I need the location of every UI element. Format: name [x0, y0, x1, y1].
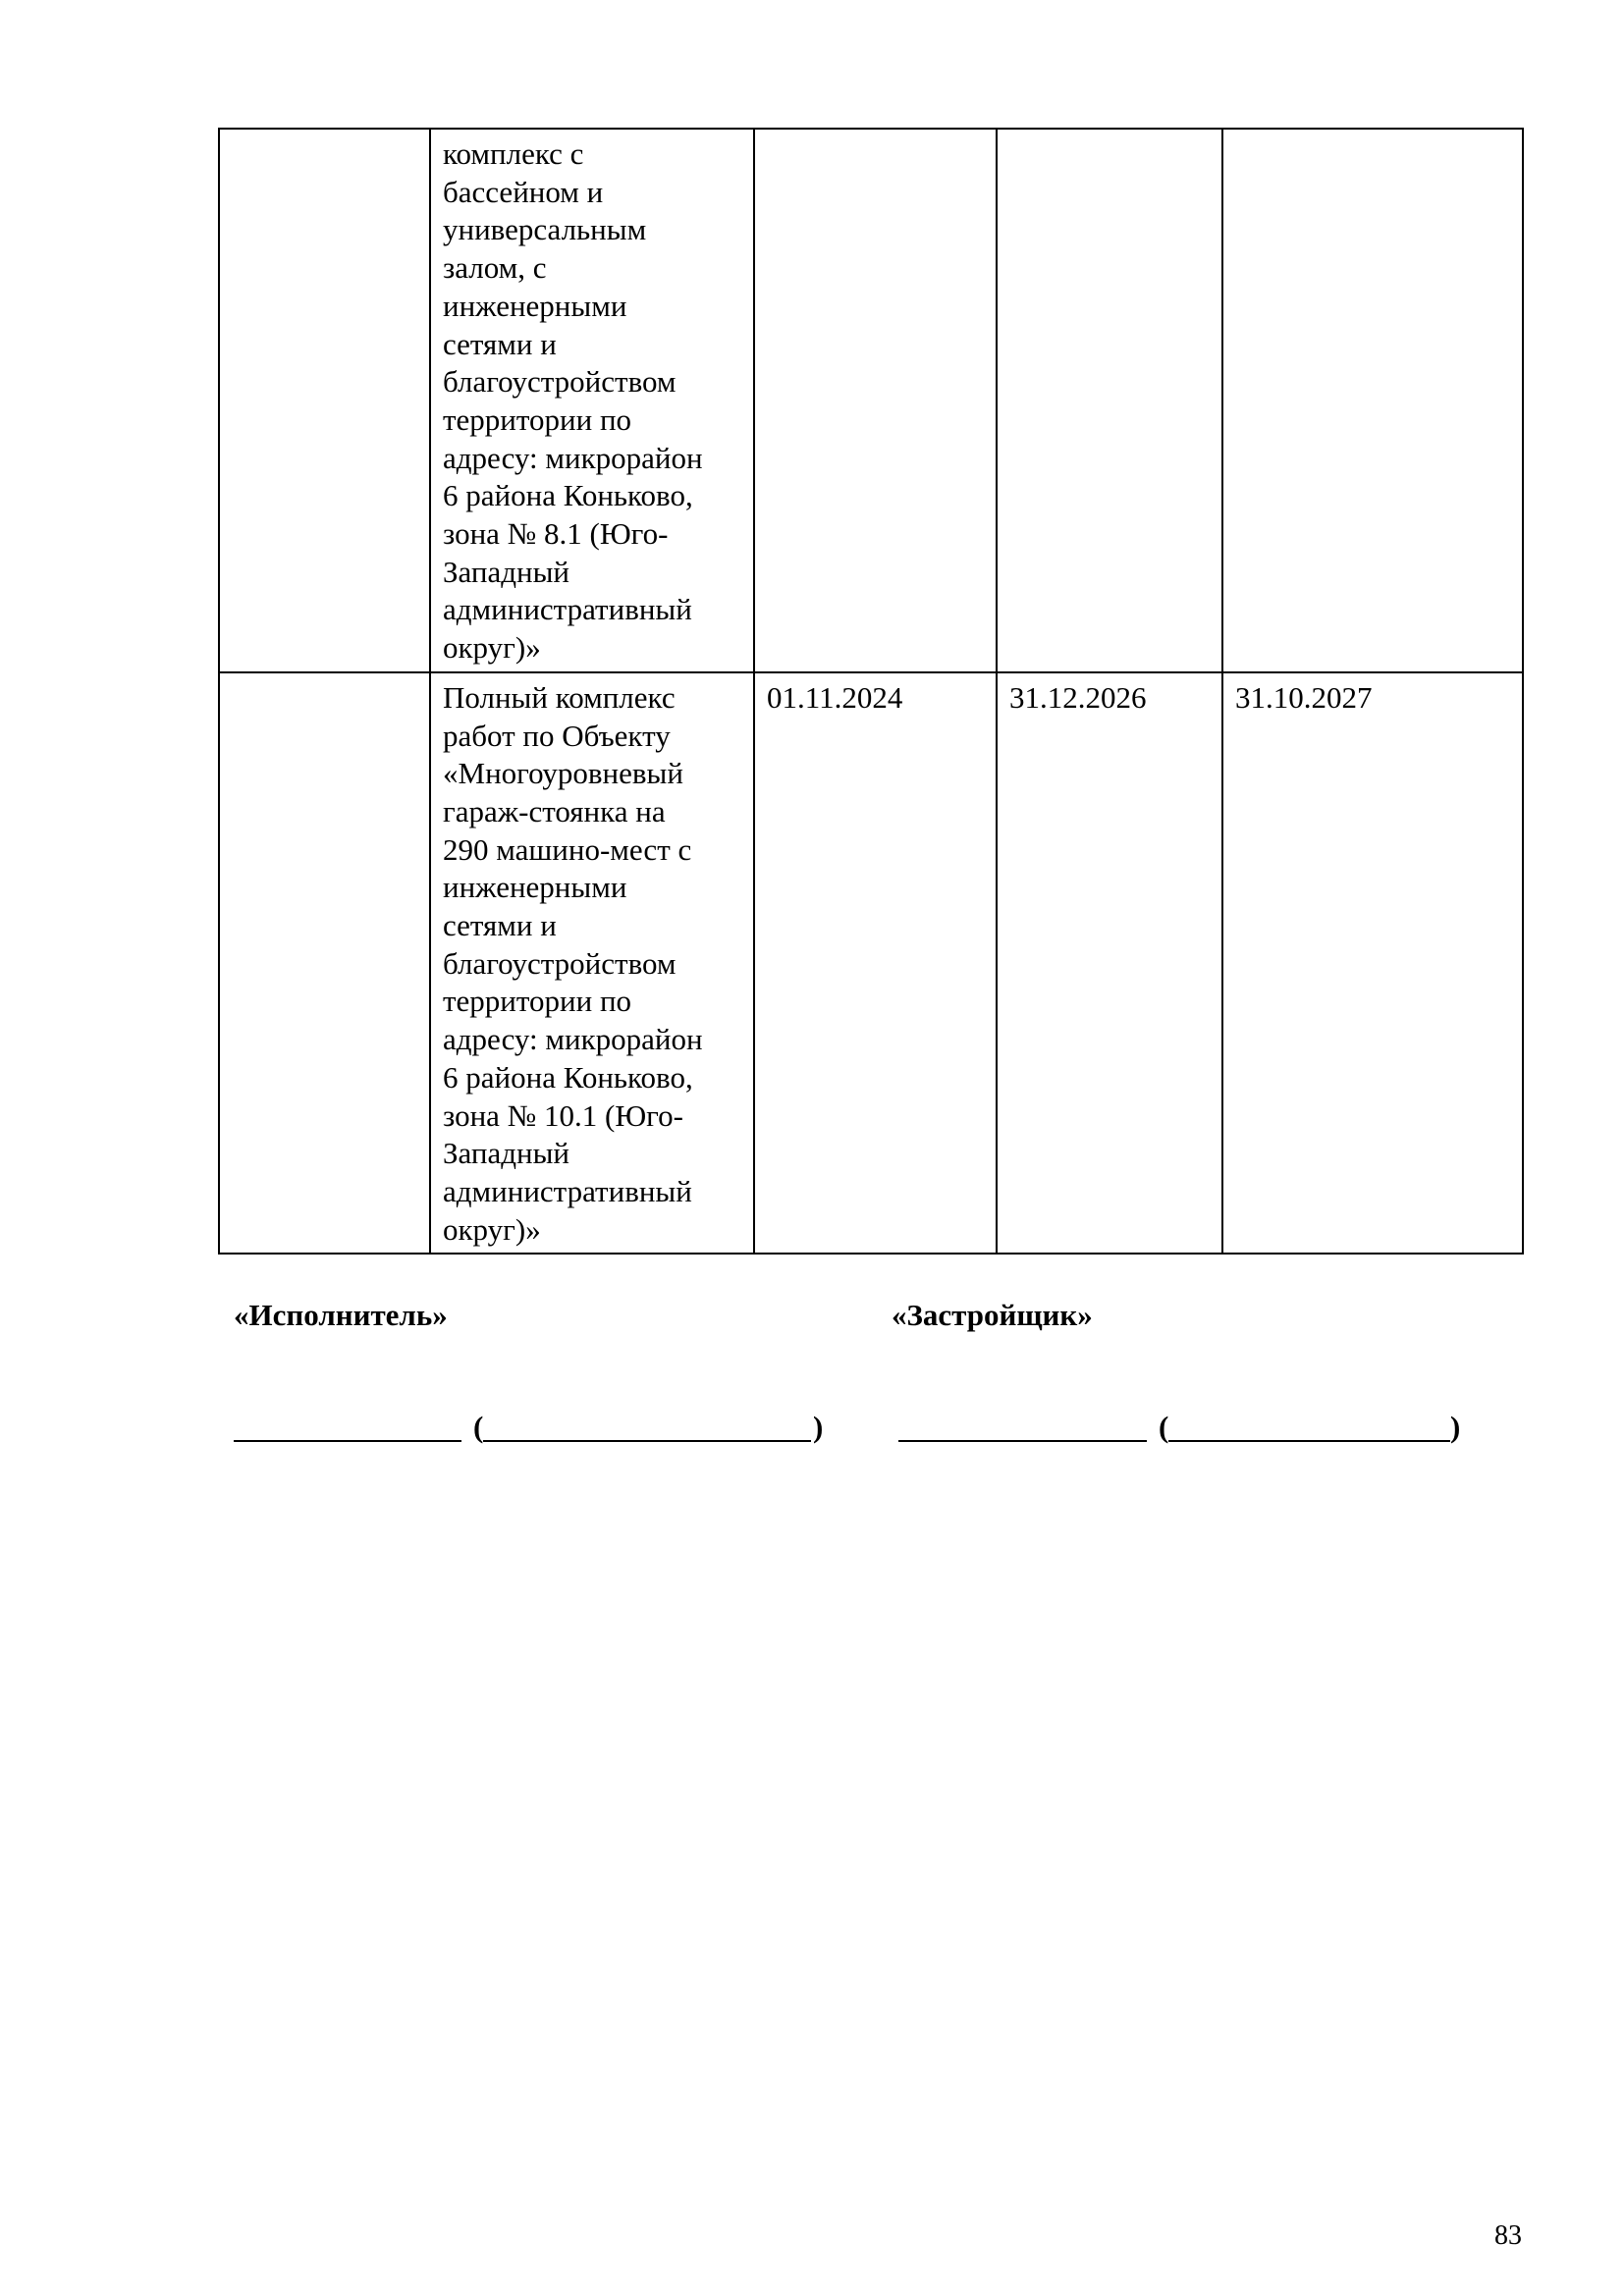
developer-name-close-paren: )	[1450, 1410, 1461, 1444]
table-cell-end-date	[997, 129, 1222, 672]
developer-name-open-paren: (	[1159, 1410, 1169, 1444]
table-row	[219, 129, 1523, 672]
developer-name-blank	[1168, 1440, 1450, 1442]
table-cell-number	[219, 672, 430, 1255]
developer-signature-blank	[898, 1440, 1147, 1442]
table-cell-number	[219, 129, 430, 672]
table-cell-start-date: 01.11.2024	[754, 672, 997, 1255]
developer-label: «Застройщик»	[892, 1298, 1093, 1332]
executor-label: «Исполнитель»	[234, 1298, 448, 1332]
schedule-table	[218, 128, 1524, 1255]
table-cell-description: Полный комплекс работ по Объекту «Многоуровневый гараж-стоянка на 290 машино-мест с инженерными сетями и благоустройством территории по адресу: микрорайон 6 района Коньково, зона № 10.1 (Юго- Западный административный округ)»	[430, 672, 754, 1255]
table-cell-final-date	[1222, 129, 1523, 672]
executor-signature-line	[234, 1409, 842, 1448]
table-cell-start-date	[754, 129, 997, 672]
page-number: 83	[1494, 2220, 1522, 2251]
developer-signature-line	[898, 1409, 1488, 1448]
executor-signature-blank	[234, 1440, 461, 1442]
table-cell-description: комплекс с бассейном и универсальным залом, с инженерными сетями и благоустройством территории по адресу: микрорайон 6 района Коньково, зона № 8.1 (Юго- Западный административный округ)»	[430, 129, 754, 672]
executor-name-open-paren: (	[473, 1410, 484, 1444]
executor-name-blank	[483, 1440, 811, 1442]
table-cell-final-date: 31.10.2027	[1222, 672, 1523, 1255]
executor-name-close-paren: )	[813, 1410, 824, 1444]
table-row	[219, 672, 1523, 1255]
table-cell-end-date: 31.12.2026	[997, 672, 1222, 1255]
